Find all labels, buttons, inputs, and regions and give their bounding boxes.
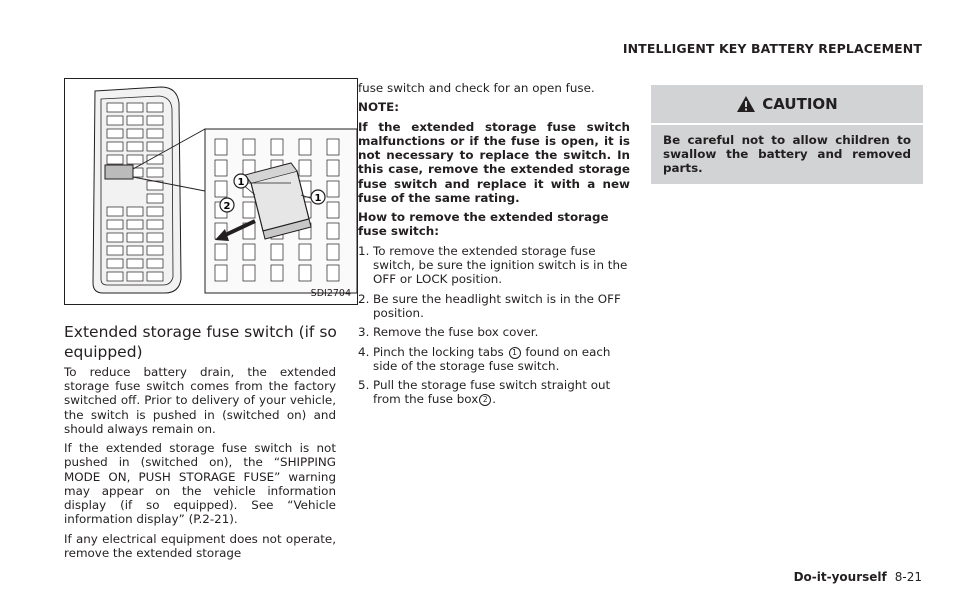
fuse-slot [107,103,123,112]
fuse-slot [147,116,163,125]
step-number: 3. [358,325,370,340]
warning-triangle-icon [736,95,756,113]
fuse-slot [127,116,143,125]
steps-list [358,244,630,407]
section-heading: Extended storage fuse switch (if so equipped) [64,323,337,361]
callout-1b-label: 1 [314,193,322,204]
fuse-slot [127,129,143,138]
inset-fuse [243,265,255,281]
inset-fuse [327,139,339,155]
fuse-slot [147,220,163,229]
fuse-slot [147,142,163,151]
text-column-middle [358,81,630,412]
step-text: . [492,392,497,407]
step-item [358,292,630,320]
step-text: Pull the storage fuse switch straight out from the fuse box [373,378,611,407]
inset-fuse [215,160,227,176]
fuse-slot [147,194,163,203]
page-number: 8-21 [894,570,922,584]
callout-ref: 1 [509,347,521,359]
inset-fuse [327,244,339,260]
inset-fuse [215,181,227,197]
step-number: 5. [358,378,370,393]
note-text: If the extended storage fuse switch malfunctions or if the fuse is open, it is not necessary to replace the switch. In this case, remove the extended storage fuse switch and replace it with a new fuse of the same rating. [358,119,630,205]
paragraph: If any electrical equipment does not operate, remove the extended storage [64,531,336,560]
fuse-slot [127,220,143,229]
step-text: Be sure the headlight switch is in the OFF position. [373,291,621,320]
paragraph-continuation: fuse switch and check for an open fuse. [358,81,595,95]
fuse-slot [107,272,123,281]
fuse-slot [127,233,143,242]
fuse-slot [107,246,123,255]
fuse-slot [147,233,163,242]
step-item [358,345,630,373]
fuse-slot [127,155,143,164]
note-label: NOTE: [358,100,400,115]
fuse-slot [107,207,123,216]
inset-fuse [299,244,311,260]
fuse-slot [147,272,163,281]
inset-fuse [327,160,339,176]
step-text: Remove the fuse box cover. [373,325,539,340]
inset-fuse [243,202,255,218]
callout-ref: 2 [479,394,491,406]
fuse-slot [127,207,143,216]
fuse-slot [147,246,163,255]
inset-fuse [271,139,283,155]
callout-2-label: 2 [223,201,231,212]
step-number: 4. [358,344,370,359]
paragraph: If the extended storage fuse switch is not pushed in (switched on), the “SHIPPING MODE ON, PUSH STORAGE FUSE” warning may appear on the vehicle information display (if so equipped). See “Vehicle information display” (P.2-21). [64,441,336,527]
fuse-slot [107,220,123,229]
fuse-slot [147,129,163,138]
inset-fuse [327,223,339,239]
fuse-slot [127,142,143,151]
footer-section-name: Do-it-yourself [793,570,887,584]
step-item [358,244,630,287]
fuse-slot [147,259,163,268]
inset-fuse [327,202,339,218]
fuse-slot [127,246,143,255]
page-footer [794,570,922,584]
inset-fuse [271,244,283,260]
inset-fuse [243,139,255,155]
step-text: Pinch the locking tabs [373,344,504,359]
caution-text: Be careful not to allow children to swallow the battery and removed parts. [663,133,911,176]
step-item [358,325,630,339]
fuse-slot [127,272,143,281]
fuse-slot [147,168,163,177]
step-number: 2. [358,291,370,306]
step-text: found on each side of the storage fuse switch. [373,344,611,373]
inset-fuse [215,244,227,260]
fuse-slot [107,116,123,125]
step-text: To remove the extended storage fuse switch, be sure the ignition switch is in the OFF or LOCK position. [373,243,628,287]
fuse-slot [127,103,143,112]
fuse-slot [147,103,163,112]
inset-fuse [299,265,311,281]
fuse-slot [107,155,123,164]
fuse-slot [147,207,163,216]
howto-label: How to remove the extended storage fuse switch: [358,210,609,239]
paragraph: To reduce battery drain, the extended storage fuse switch comes from the factory switched off. Prior to delivery of your vehicle, the switch is pushed in (switched on) and should always remain on. [64,365,336,436]
fuse-box-illustration [64,78,358,305]
step-item [358,378,630,406]
caution-box [651,85,923,184]
figure-code: SDI2704 [310,288,351,299]
fuse-slot [107,129,123,138]
callout-1a-label: 1 [237,177,245,188]
page-header-title: INTELLIGENT KEY BATTERY REPLACEMENT [622,41,922,56]
inset-fuse [243,244,255,260]
caution-header [651,85,923,125]
fuse-slot [107,233,123,242]
fuse-box-drawing [65,79,357,304]
caution-title: CAUTION [762,95,838,113]
text-column-left [64,365,336,565]
fuse-slot [107,142,123,151]
fuse-slot [127,259,143,268]
inset-fuse [215,139,227,155]
inset-fuse [271,265,283,281]
step-number: 1. [358,243,370,258]
inset-fuse [299,139,311,155]
inset-fuse [327,181,339,197]
fuse-slot [107,259,123,268]
inset-fuse [299,160,311,176]
inset-fuse [327,265,339,281]
inset-fuse [215,265,227,281]
